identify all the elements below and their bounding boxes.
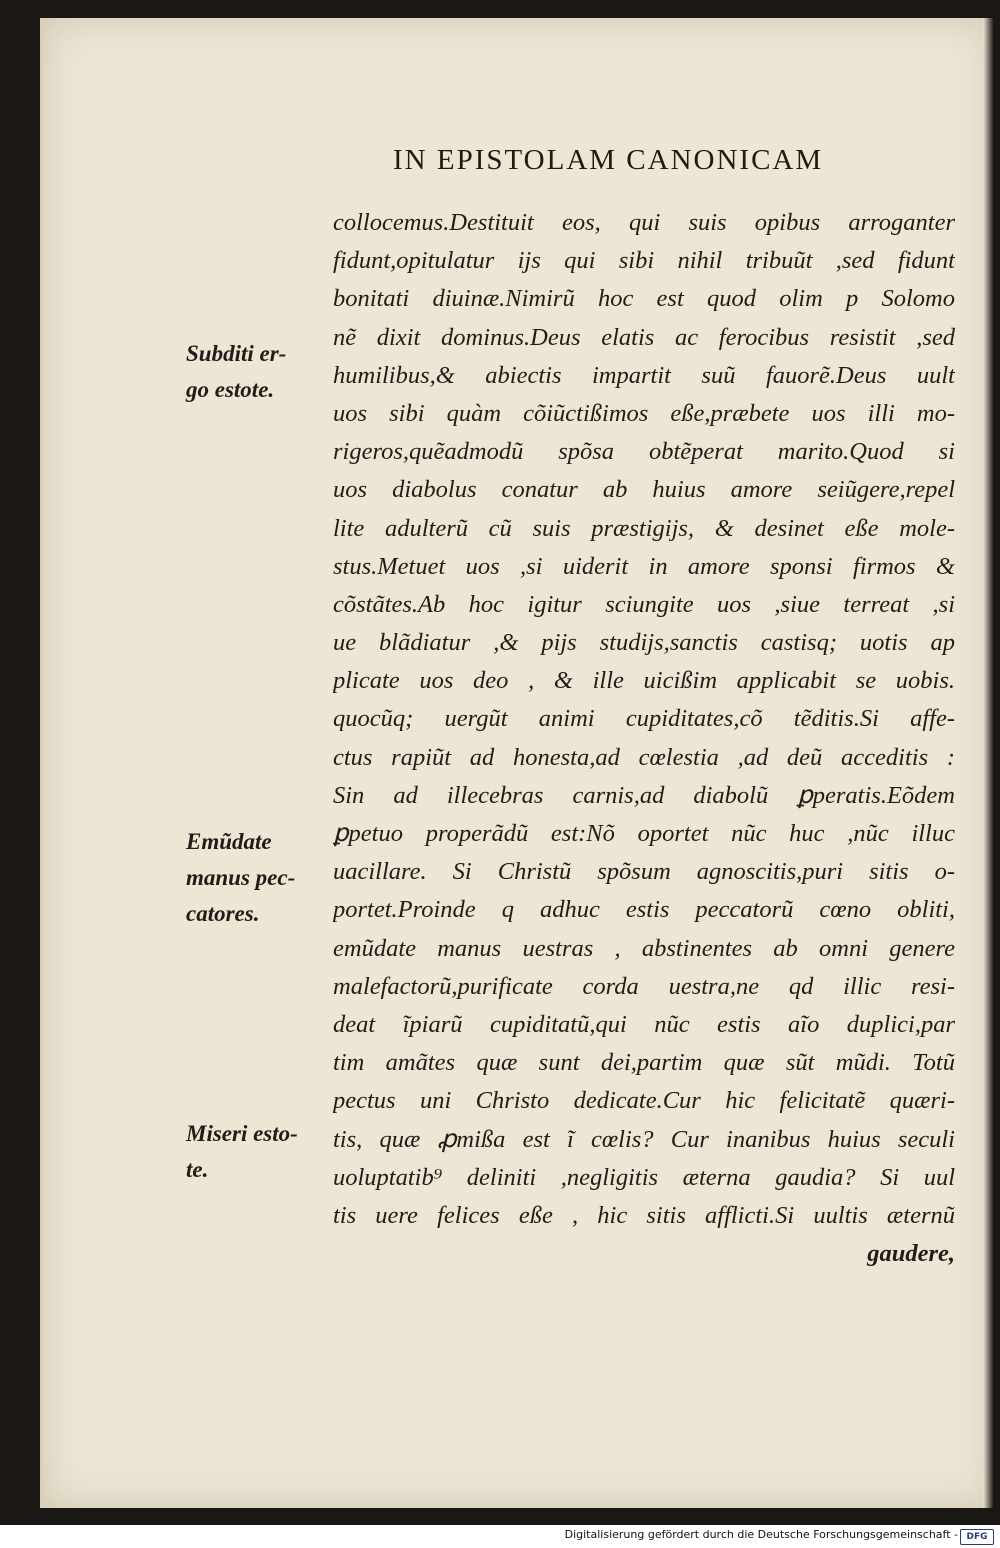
text-line: bonitati diuinæ.Nimirũ hoc est quod olim p Solomo bbox=[333, 285, 955, 313]
marginal-note-line: catores. bbox=[186, 901, 260, 926]
text-line: emũdate manus uestras , abstinentes ab omni genere bbox=[333, 934, 955, 962]
text-line: portet.Proinde q adhuc estis peccatorũ cœno obliti, bbox=[333, 896, 955, 924]
marginal-note-line: te. bbox=[186, 1157, 209, 1182]
marginal-note-emundate bbox=[186, 824, 326, 932]
marginal-note-line: go estote. bbox=[186, 377, 275, 402]
text-line: uoluptatib⁹ deliniti ,negligitis æterna gaudia? Si uul bbox=[333, 1163, 955, 1191]
text-line: deat ĩpiarũ cupiditatũ,qui nũc estis aĩo duplici,par bbox=[333, 1010, 955, 1038]
marginal-note-miseri bbox=[186, 1116, 326, 1188]
text-line: uos sibi quàm cõiũctißimos eße,præbete uos illi mo- bbox=[333, 399, 955, 427]
text-line: tim amãtes quæ sunt dei,partim quæ sũt mũdi. Totũ bbox=[333, 1049, 955, 1077]
text-line: uacillare. Si Christũ spõsum agnoscitis,puri sitis o- bbox=[333, 858, 955, 886]
text-line: plicate uos deo , & ille uicißim applicabit se uobis. bbox=[333, 667, 955, 695]
text-line: tis, quæ ꝓmißa est ĩ cœlis? Cur inanibus huius seculi bbox=[333, 1125, 955, 1153]
marginal-note-line: Subditi er- bbox=[186, 341, 287, 366]
text-line: ctus rapiũt ad honesta,ad cœlestia ,ad deũ acceditis : bbox=[333, 743, 955, 771]
text-line: quocũq; uergũt animi cupiditates,cõ tẽditis.Si affe- bbox=[333, 705, 955, 733]
text-line: lite adulterũ cũ suis præstigijs, & desinet eße mole- bbox=[333, 514, 955, 542]
text-line: nẽ dixit dominus.Deus elatis ac ferocibus resistit ,sed bbox=[333, 323, 955, 351]
text-line: rigeros,quẽadmodũ spõsa obtẽperat marito.Quod si bbox=[333, 438, 955, 466]
text-line: pectus uni Christo dedicate.Cur hic felicitatẽ quæri- bbox=[333, 1087, 955, 1115]
text-line: stus.Metuet uos ,si uiderit in amore sponsi firmos & bbox=[333, 552, 955, 580]
text-line: ꝑpetuo properãdũ est:Nõ oportet nũc huc ,nũc illuc bbox=[333, 820, 955, 847]
main-text-block bbox=[333, 204, 955, 1273]
funding-credit: Digitalisierung gefördert durch die Deutsche Forschungsgemeinschaft - bbox=[564, 1528, 958, 1541]
text-line: ue blãdiatur ,& pijs studijs,sanctis castisq; uotis ap bbox=[333, 629, 955, 657]
text-line: collocemus.Destituit eos, qui suis opibus arroganter bbox=[333, 209, 955, 236]
dfg-logo-icon: DFG bbox=[960, 1529, 994, 1545]
text-line: tis uere felices eße , hic sitis afflicti.Si uultis æternũ bbox=[333, 1201, 955, 1229]
marginal-note-line: Miseri esto- bbox=[186, 1121, 298, 1146]
text-line: uos diabolus conatur ab huius amore seiũgere,repel bbox=[333, 476, 955, 504]
marginal-note-line: manus pec- bbox=[186, 865, 296, 890]
marginal-note-line: Emũdate bbox=[186, 829, 272, 854]
text-line: humilibus,& abiectis impartit suũ fauorẽ.Deus uult bbox=[333, 361, 955, 389]
footer-bar bbox=[0, 1525, 1000, 1548]
text-line: fidunt,opitulatur ijs qui sibi nihil tribuũt ,sed fidunt bbox=[333, 247, 955, 275]
running-head: IN EPISTOLAM CANONICAM bbox=[393, 144, 824, 176]
marginal-note-subditi bbox=[186, 336, 326, 408]
text-line: Sin ad illecebras carnis,ad diabolũ ꝑperatis.Eõdem bbox=[333, 781, 955, 809]
text-line: gaudere, bbox=[867, 1240, 955, 1268]
text-line: malefactorũ,purificate corda uestra,ne qd illic resi- bbox=[333, 972, 955, 1000]
book-page bbox=[40, 18, 993, 1508]
text-line: cõstãtes.Ab hoc igitur sciungite uos ,siue terreat ,si bbox=[333, 590, 955, 618]
